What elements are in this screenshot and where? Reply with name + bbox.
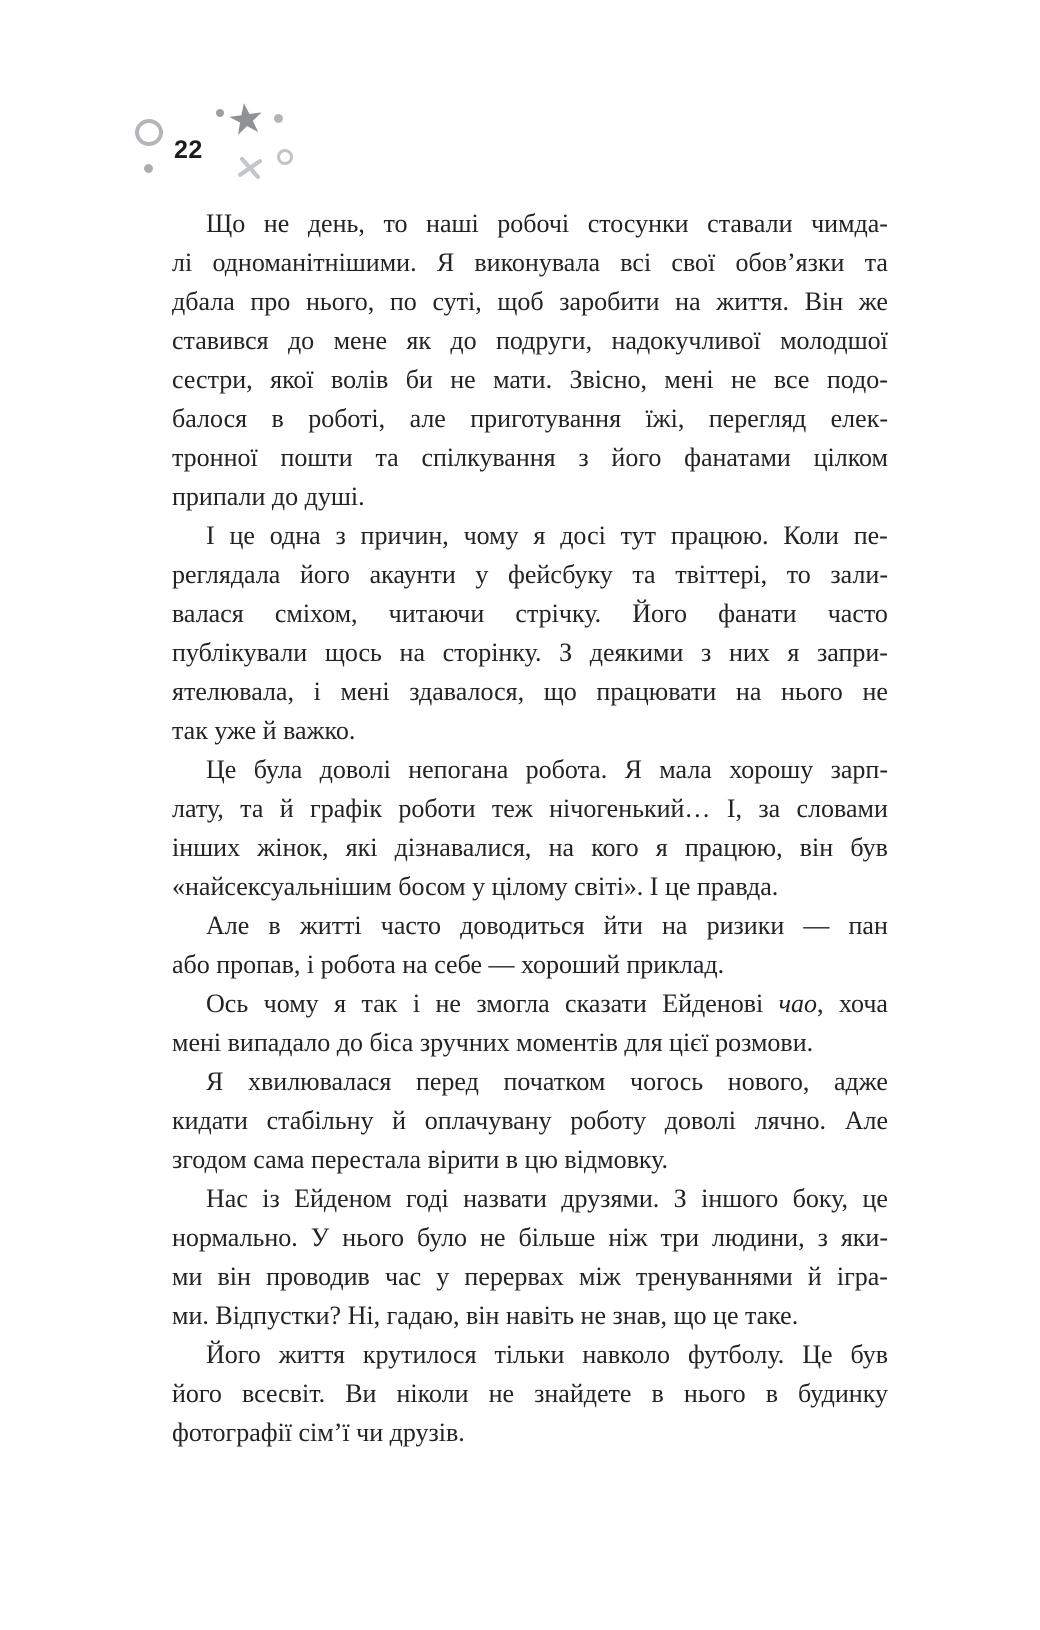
word: його <box>172 1379 222 1408</box>
ring-icon-small <box>277 149 293 165</box>
word: лі <box>172 248 193 277</box>
word: то <box>383 209 408 238</box>
word: й <box>392 1106 407 1135</box>
word: боку, <box>792 1184 849 1213</box>
word: пе- <box>853 521 888 550</box>
word: сторінку. <box>442 638 542 667</box>
header-ornament <box>0 0 340 220</box>
word: з <box>578 443 589 472</box>
word: всі <box>620 248 652 277</box>
text-line <box>172 789 888 828</box>
word: життя. <box>716 287 789 316</box>
word: пошти <box>280 443 353 472</box>
word: перегляд <box>708 404 807 433</box>
word: та <box>632 560 656 589</box>
word: нього <box>683 1379 746 1408</box>
text-block <box>172 204 888 1452</box>
text-line <box>172 204 888 243</box>
word: футболу. <box>687 1340 785 1369</box>
word: ніколи <box>396 1379 469 1408</box>
word: Я <box>206 1067 224 1096</box>
word: Це <box>802 1340 833 1369</box>
word: Що <box>206 209 246 238</box>
text-line: припали до душі. <box>172 482 365 511</box>
word: в <box>651 1379 664 1408</box>
text-line <box>172 1179 888 1218</box>
word: нічогенький… <box>549 794 711 823</box>
word: тронної <box>172 443 258 472</box>
star-icon <box>227 100 265 137</box>
text-line <box>172 1101 888 1140</box>
word: не <box>862 677 888 706</box>
paragraph <box>172 204 888 516</box>
word: не <box>480 1223 506 1252</box>
word: нього <box>781 677 843 706</box>
x-mark-icon <box>237 156 264 181</box>
text-line: ми. Відпустки? Ні, гадаю, він навіть не знав, що це таке. <box>172 1301 799 1330</box>
word: мала <box>659 755 712 784</box>
word: твіттері, <box>675 560 768 589</box>
word: у <box>436 1262 450 1291</box>
word: та <box>240 794 264 823</box>
word: фанатами <box>684 443 791 472</box>
word: тут <box>620 521 657 550</box>
dot-icon <box>274 114 283 123</box>
word: його <box>611 443 662 472</box>
word: він <box>799 833 834 862</box>
text-line <box>172 1218 888 1257</box>
word: ставився <box>172 326 269 355</box>
word: Я <box>624 755 642 784</box>
word: людини, <box>712 1223 805 1252</box>
word: доволі <box>319 755 391 784</box>
word: жінок, <box>257 833 329 862</box>
word: читаючи <box>388 599 485 628</box>
text-line <box>172 1374 888 1413</box>
word: роботу <box>570 1106 647 1135</box>
text-line <box>172 282 888 321</box>
word: день, <box>307 209 365 238</box>
word: годі <box>405 1184 449 1213</box>
word: балося <box>172 404 248 433</box>
word: Це <box>206 755 237 784</box>
word: я <box>655 833 668 862</box>
word: Його <box>632 599 688 628</box>
word: три <box>660 1223 700 1252</box>
text-line <box>172 360 888 399</box>
paragraph <box>172 1179 888 1335</box>
word: одноманітнішими. <box>212 248 417 277</box>
word: заробити <box>559 287 660 316</box>
word: У <box>310 1223 330 1252</box>
word: на <box>675 287 701 316</box>
word: роботі, <box>308 404 386 433</box>
word: чогось <box>630 1067 704 1096</box>
word: Нас <box>206 1184 248 1213</box>
ring-icon-large <box>135 119 163 146</box>
text-line <box>172 555 888 594</box>
word: обов’язки <box>735 248 845 277</box>
word: мені <box>340 677 390 706</box>
text-line: фотографії сім’ї чи друзів. <box>172 1418 465 1447</box>
word: в <box>765 1379 778 1408</box>
word: працюю. <box>670 521 769 550</box>
word: спілкування <box>421 443 556 472</box>
text-line: «найсексуальнішим босом у цілому світі». І це правда. <box>172 872 779 901</box>
word: акаунти <box>369 560 456 589</box>
text-line <box>172 750 888 789</box>
word: на <box>548 833 575 862</box>
word: за <box>758 794 781 823</box>
word: будинку <box>798 1379 888 1408</box>
word: у <box>475 560 489 589</box>
word: подо- <box>826 365 888 394</box>
word: Але <box>844 1106 888 1135</box>
word: часто <box>380 911 441 940</box>
word: перед <box>415 1067 479 1096</box>
word: з <box>701 638 712 667</box>
word: Ось <box>206 989 249 1018</box>
word: яки- <box>840 1223 888 1252</box>
word: Його <box>206 1340 261 1369</box>
word: більше <box>518 1223 596 1252</box>
paragraph <box>172 750 888 906</box>
word: зарп- <box>830 755 888 784</box>
word: нього <box>342 1223 404 1252</box>
word: житті <box>299 911 362 940</box>
word: часто <box>827 599 888 628</box>
word: сестри, <box>172 365 253 394</box>
word: стрічку. <box>515 599 602 628</box>
word: ятелювала, <box>172 677 294 706</box>
dot-icon <box>144 164 153 173</box>
word: би <box>405 365 433 394</box>
word: нього, <box>305 287 375 316</box>
word: інших <box>172 833 241 862</box>
word: іншого <box>701 1184 779 1213</box>
word: із <box>262 1184 280 1213</box>
word: і <box>313 677 321 706</box>
page-number: 22 <box>174 136 203 164</box>
word: з <box>335 521 346 550</box>
word: на <box>662 911 688 940</box>
word: дізнавалися, <box>394 833 532 862</box>
word: то <box>786 560 811 589</box>
word: виконувала <box>474 248 601 277</box>
word: фейсбуку <box>508 560 613 589</box>
word: сміхом, <box>274 599 358 628</box>
word: Ви <box>345 1379 377 1408</box>
word: я <box>334 989 347 1018</box>
word: сказати <box>565 989 647 1018</box>
word: Він <box>804 287 844 316</box>
word: та <box>864 248 888 277</box>
word: друзями. <box>561 1184 660 1213</box>
word: по <box>389 287 417 316</box>
word: змогла <box>476 989 550 1018</box>
word: фанати <box>718 599 797 628</box>
word: працюю, <box>684 833 783 862</box>
word: перервах <box>464 1262 564 1291</box>
word: хорошу <box>729 755 814 784</box>
word: це <box>862 1184 888 1213</box>
word: в <box>271 404 284 433</box>
word: до <box>287 326 315 355</box>
word: суті, <box>432 287 482 316</box>
word: І, <box>726 794 742 823</box>
text-line <box>172 516 888 555</box>
word: причин, <box>360 521 449 550</box>
word: зали- <box>830 560 888 589</box>
text-line <box>172 1335 888 1374</box>
text-line <box>172 906 888 945</box>
word: одна <box>269 521 321 550</box>
word: подруги, <box>495 326 593 355</box>
word: знайдете <box>534 1379 632 1408</box>
word: мене <box>333 326 388 355</box>
word: я <box>787 638 800 667</box>
paragraph <box>172 1062 888 1179</box>
word: всесвіт. <box>242 1379 326 1408</box>
word: й <box>279 794 294 823</box>
word: графік <box>310 794 382 823</box>
word: щось <box>324 638 382 667</box>
word: ставали <box>707 209 793 238</box>
word: чому <box>463 521 519 550</box>
word: молодшої <box>780 326 888 355</box>
word: йти <box>603 911 643 940</box>
word: ми <box>172 1262 203 1291</box>
word: з <box>817 1223 828 1252</box>
dot-icon <box>216 109 224 117</box>
word: тільки <box>494 1340 565 1369</box>
word: робота. <box>525 755 608 784</box>
word: хоча <box>838 989 888 1018</box>
word: їжі, <box>645 404 685 433</box>
word: запри- <box>817 638 888 667</box>
word: Ейденові <box>662 989 764 1018</box>
word: як <box>406 326 431 355</box>
word: Ейденом <box>294 1184 392 1213</box>
word: адже <box>833 1067 888 1096</box>
word: досі <box>560 521 606 550</box>
word: не <box>488 1379 515 1408</box>
word: доволі <box>664 1106 736 1135</box>
text-line <box>172 399 888 438</box>
word: лату, <box>172 794 224 823</box>
word: наші <box>426 209 479 238</box>
word: які <box>345 833 378 862</box>
text-line <box>172 594 888 633</box>
text-line <box>172 321 888 360</box>
text-line <box>172 438 888 477</box>
word: на <box>735 677 762 706</box>
word: я <box>533 521 546 550</box>
word: лячно. <box>754 1106 827 1135</box>
word: так <box>361 989 398 1018</box>
word: надокучливої <box>611 326 761 355</box>
text-line <box>172 633 888 672</box>
word: мені <box>664 365 714 394</box>
word: Звісно, <box>569 365 647 394</box>
text-line <box>172 243 888 282</box>
text-line <box>172 1257 888 1296</box>
word: теж <box>491 794 533 823</box>
word: деякими <box>589 638 684 667</box>
word: дбала <box>172 287 235 316</box>
text-line: згодом сама перестала вірити в цю відмовку. <box>172 1145 669 1174</box>
text-line <box>172 672 888 711</box>
word: і <box>412 989 421 1018</box>
word: стосунки <box>587 209 689 238</box>
word: Але <box>206 911 250 940</box>
word: здавалося, <box>409 677 525 706</box>
word: працювати <box>596 677 717 706</box>
text-line <box>172 828 888 867</box>
word: же <box>858 287 888 316</box>
paragraph <box>172 516 888 750</box>
word: та <box>375 443 399 472</box>
word: словами <box>796 794 888 823</box>
word: не <box>263 209 290 238</box>
word: не <box>435 989 461 1018</box>
word: приготування <box>470 404 622 433</box>
text-line: або пропав, і робота на себе — хороший приклад. <box>172 950 725 979</box>
word: був <box>850 833 888 862</box>
text-line: мені випадало до біса зручних моментів для цієї розмови. <box>172 1028 814 1057</box>
word: робочі <box>497 209 570 238</box>
word: — <box>803 911 830 940</box>
paragraph <box>172 1335 888 1452</box>
word: роботи <box>398 794 476 823</box>
word: був <box>850 1340 888 1369</box>
text-line <box>172 984 888 1023</box>
word: назвати <box>463 1184 547 1213</box>
word: щоб <box>497 287 544 316</box>
word: його <box>299 560 350 589</box>
word: чому <box>263 989 319 1018</box>
word: не <box>730 365 757 394</box>
word: проводив <box>266 1262 370 1291</box>
word: хвилювалася <box>248 1067 392 1096</box>
word: це <box>229 521 255 550</box>
word: було <box>416 1223 468 1252</box>
word: й <box>807 1262 822 1291</box>
text-line <box>172 1062 888 1101</box>
word: свої <box>671 248 716 277</box>
word: між <box>579 1262 621 1291</box>
text-line: так уже й важко. <box>172 716 356 745</box>
word: крутилося <box>362 1340 477 1369</box>
word: Коли <box>783 521 839 550</box>
word: нового, <box>727 1067 810 1096</box>
paragraph <box>172 984 888 1062</box>
word: час <box>384 1262 422 1291</box>
word: в <box>268 911 281 940</box>
word: елек- <box>830 404 888 433</box>
word: якої <box>270 365 314 394</box>
word: чимда- <box>811 209 888 238</box>
word: навколо <box>582 1340 671 1369</box>
word: тренуваннями <box>635 1262 793 1291</box>
word: на <box>399 638 426 667</box>
word: волів <box>331 365 389 394</box>
word: але <box>409 404 446 433</box>
word: ігра- <box>836 1262 888 1291</box>
word: публікували <box>172 638 308 667</box>
word: Я <box>436 248 455 277</box>
word: ризики <box>706 911 785 940</box>
word: реглядала <box>172 560 281 589</box>
word: життя <box>278 1340 345 1369</box>
word: не <box>450 365 476 394</box>
word: чао, <box>778 989 824 1018</box>
word: він <box>217 1262 251 1291</box>
word: З <box>673 1184 687 1213</box>
word: все <box>773 365 810 394</box>
word: нормально. <box>172 1223 298 1252</box>
word: що <box>543 677 577 706</box>
word: валася <box>172 599 244 628</box>
word: мати. <box>493 365 553 394</box>
word: початком <box>503 1067 606 1096</box>
word: кидати <box>172 1106 248 1135</box>
word: З <box>559 638 573 667</box>
word: непогана <box>408 755 509 784</box>
word: пан <box>848 911 888 940</box>
word: оплачувану <box>424 1106 552 1135</box>
word: до <box>450 326 477 355</box>
word: ніж <box>608 1223 648 1252</box>
word: доводиться <box>460 911 585 940</box>
paragraph <box>172 906 888 984</box>
word: І <box>206 521 215 550</box>
word: кого <box>591 833 639 862</box>
word: стабільну <box>266 1106 374 1135</box>
word: них <box>728 638 770 667</box>
word: про <box>250 287 291 316</box>
word: цілком <box>813 443 888 472</box>
word: була <box>253 755 303 784</box>
